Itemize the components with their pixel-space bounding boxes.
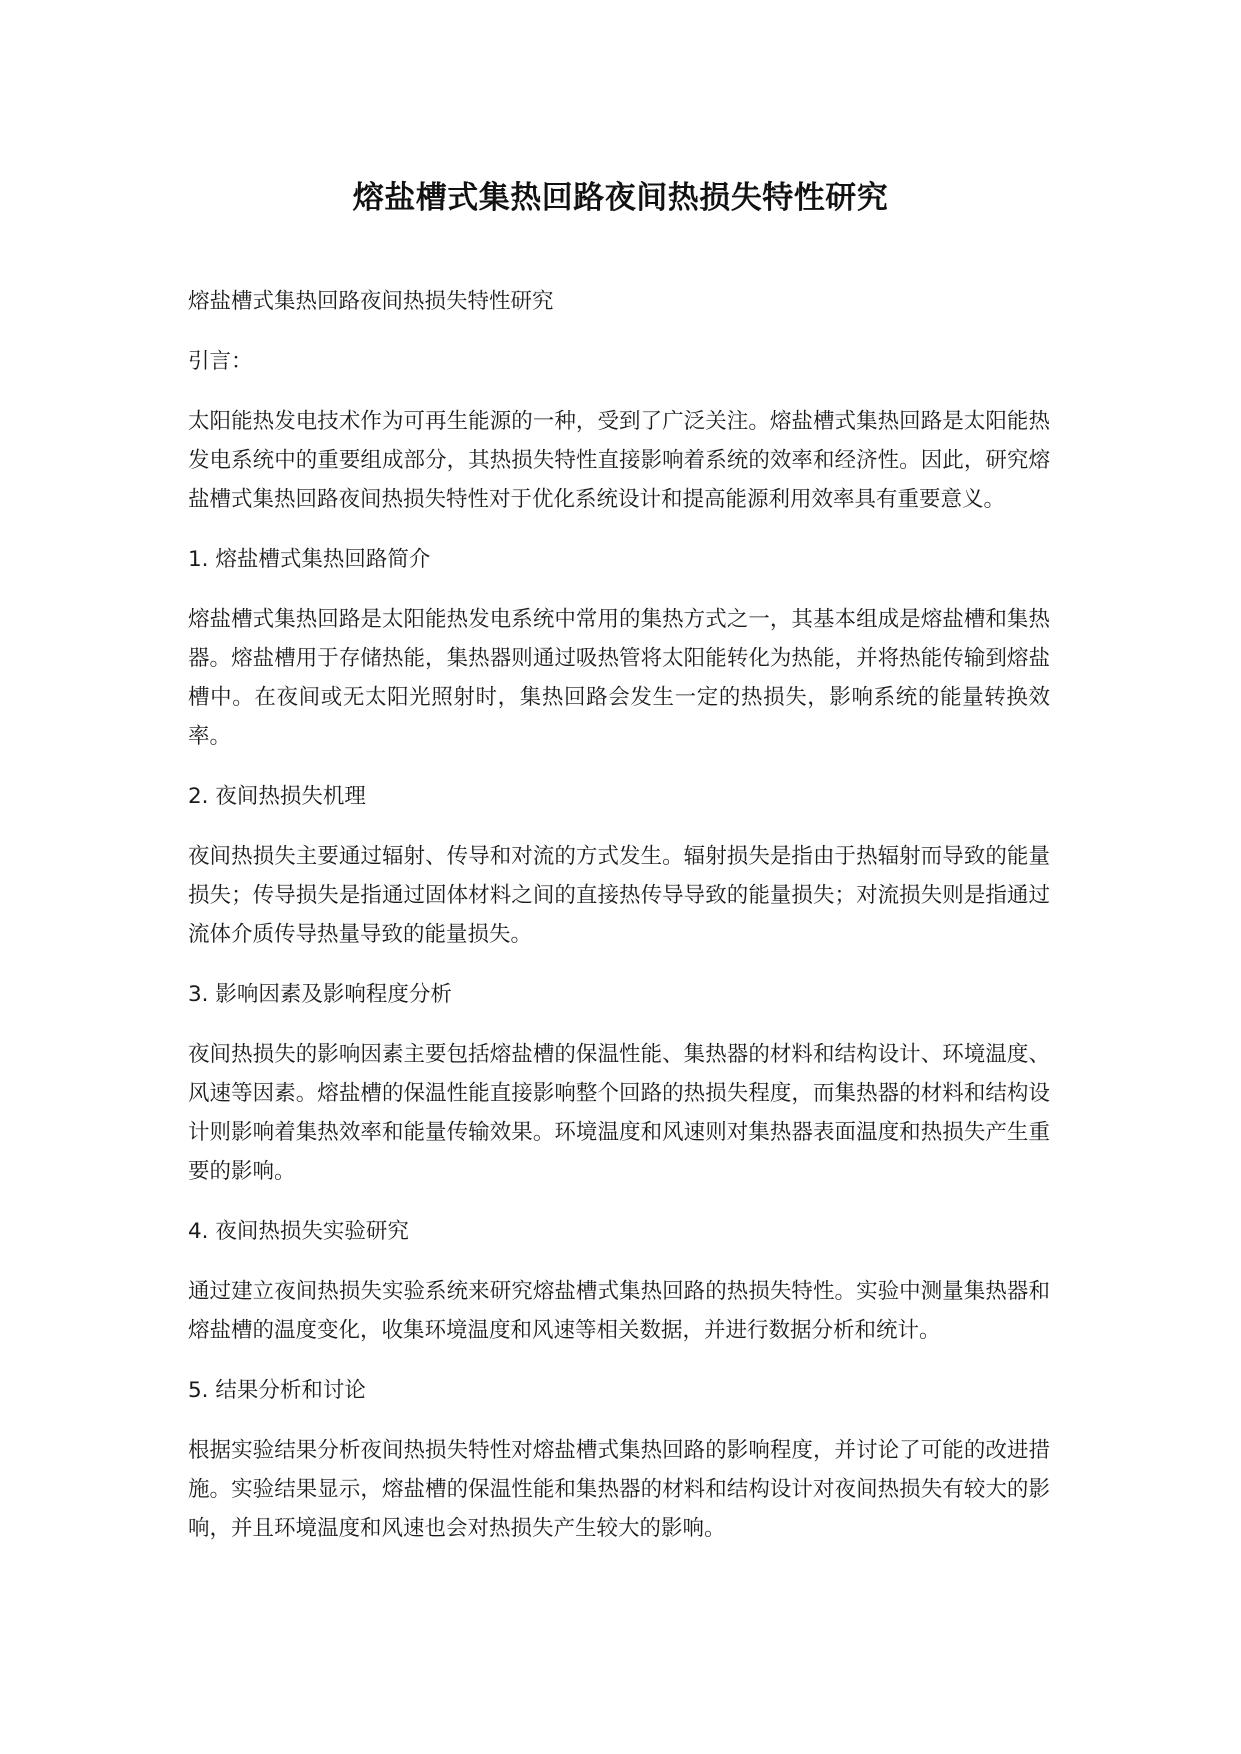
section-paragraph: 通过建立夜间热损失实验系统来研究熔盐槽式集热回路的热损失特性。实验中测量集热器和熔盐槽的温度变化，收集环境温度和风速等相关数据，并进行数据分析和统计。 [188, 1279, 1050, 1343]
section-heading: 1. 熔盐槽式集热回路简介 [188, 547, 431, 572]
intro-paragraph: 太阳能热发电技术作为可再生能源的一种，受到了广泛关注。熔盐槽式集热回路是太阳能热发电系统中的重要组成部分，其热损失特性直接影响着系统的效率和经济性。因此，研究熔盐槽式集热回路夜间热损失特性对于优化系统设计和提高能源利用效率具有重要意义。 [188, 409, 1050, 512]
section-heading: 3. 影响因素及影响程度分析 [188, 982, 452, 1007]
document-body [188, 282, 1050, 1569]
document-title: 熔盐槽式集热回路夜间热损失特性研究 [352, 180, 889, 216]
section-heading: 5. 结果分析和讨论 [188, 1378, 366, 1403]
section-paragraph: 熔盐槽式集热回路是太阳能热发电系统中常用的集热方式之一，其基本组成是熔盐槽和集热器。熔盐槽用于存储热能，集热器则通过吸热管将太阳能转化为热能，并将热能传输到熔盐槽中。在夜间或无太阳光照射时，集热回路会发生一定的热损失，影响系统的能量转换效率。 [188, 607, 1050, 749]
section-paragraph: 夜间热损失的影响因素主要包括熔盐槽的保温性能、集热器的材料和结构设计、环境温度、风速等因素。熔盐槽的保温性能直接影响整个回路的热损失程度，而集热器的材料和结构设计则影响着集热效率和能量传输效果。环境温度和风速则对集热器表面温度和热损失产生重要的影响。 [188, 1042, 1050, 1184]
intro-label: 引言： [188, 349, 253, 374]
document-subtitle: 熔盐槽式集热回路夜间热损失特性研究 [188, 289, 554, 314]
section-heading: 4. 夜间热损失实验研究 [188, 1219, 409, 1244]
section-heading: 2. 夜间热损失机理 [188, 784, 366, 809]
section-paragraph: 根据实验结果分析夜间热损失特性对熔盐槽式集热回路的影响程度，并讨论了可能的改进措施。实验结果显示，熔盐槽的保温性能和集热器的材料和结构设计对夜间热损失有较大的影响，并且环境温度和风速也会对热损失产生较大的影响。 [188, 1438, 1050, 1541]
section-paragraph: 夜间热损失主要通过辐射、传导和对流的方式发生。辐射损失是指由于热辐射而导致的能量损失；传导损失是指通过固体材料之间的直接热传导导致的能量损失；对流损失则是指通过流体介质传导热量导致的能量损失。 [188, 844, 1050, 947]
